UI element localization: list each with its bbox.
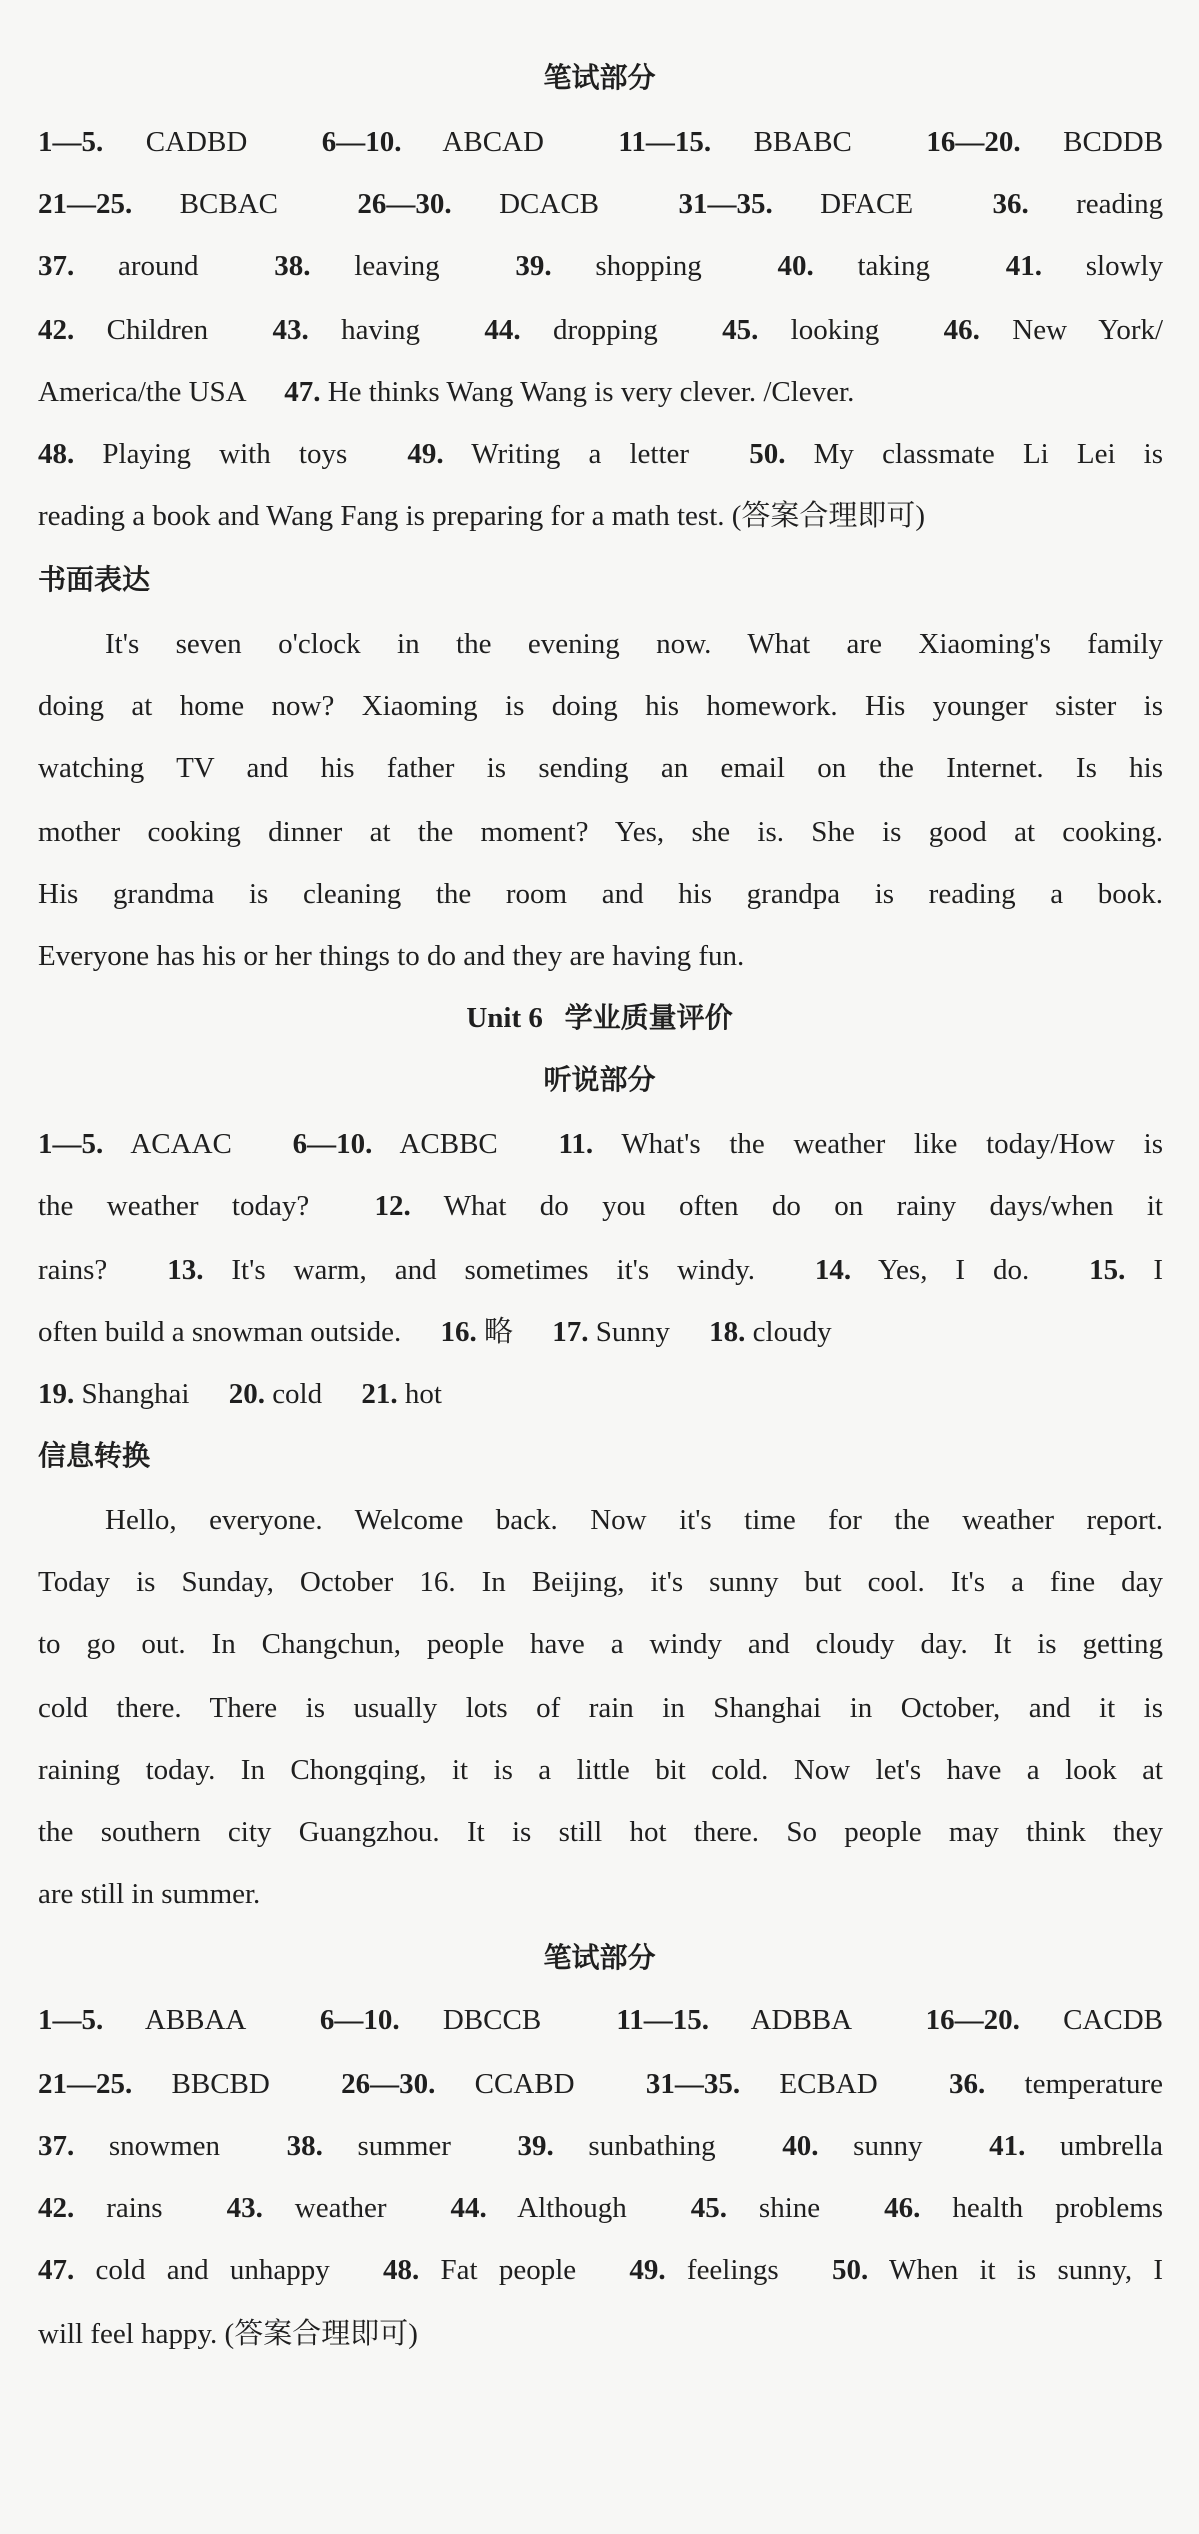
unit-label: Unit 6 <box>466 1002 543 1034</box>
question-number: 43. <box>272 314 309 346</box>
answer-row <box>38 434 1163 474</box>
answer-text: CCABD <box>474 2068 575 2100</box>
section-title-writing: 书面表达 <box>38 563 151 596</box>
question-number: 48. <box>382 2254 420 2286</box>
answer-text: weather <box>294 2192 387 2224</box>
question-number: 13. <box>167 1254 204 1286</box>
question-number: 18. <box>709 1316 746 1348</box>
answer-text: slowly <box>1085 250 1164 282</box>
question-number: 21—25. <box>38 2068 133 2100</box>
answer-row <box>38 2126 1163 2166</box>
answer-text: having <box>341 314 421 346</box>
essay-line: His grandma is cleaning the room and his grandpa is reading a book. <box>38 878 1163 910</box>
question-number: 37. <box>38 250 75 282</box>
question-number: 44. <box>450 2192 487 2224</box>
question-number: 36. <box>948 2068 986 2100</box>
question-number: 15. <box>1089 1254 1126 1286</box>
answer-text: Fat people <box>440 2254 577 2286</box>
unit-heading <box>0 998 1199 1038</box>
answer-text: 略 <box>484 1316 514 1348</box>
answer-text: My classmate Li Lei is <box>813 438 1164 470</box>
answer-text: cold <box>272 1378 323 1410</box>
question-number: 11—15. <box>618 126 712 158</box>
question-number: 26—30. <box>341 2068 436 2100</box>
answer-text: cold and unhappy <box>95 2254 330 2286</box>
answer-text: When it is sunny, I <box>888 2254 1164 2286</box>
answer-row <box>38 1186 1163 1226</box>
answer-text: ECBAD <box>779 2068 878 2100</box>
question-number: 49. <box>407 438 444 470</box>
question-number: 50. <box>831 2254 869 2286</box>
answer-text: summer <box>357 2130 451 2162</box>
answer-text: ABBAA <box>144 2004 245 2036</box>
section-title-listening: 听说部分 <box>543 1063 656 1096</box>
question-number: 45. <box>722 314 759 346</box>
question-number: 42. <box>38 2192 75 2224</box>
report-line: are still in summer. <box>38 1878 261 1910</box>
answer-text: the weather today? <box>38 1190 310 1222</box>
answer-text: BBCBD <box>171 2068 270 2100</box>
question-number: 46. <box>943 314 980 346</box>
answer-text: rains? <box>38 1254 108 1286</box>
answer-text: sunbathing <box>588 2130 716 2162</box>
question-number: 40. <box>777 250 814 282</box>
answer-row <box>38 2314 1163 2354</box>
answer-text: DBCCB <box>442 2004 542 2036</box>
question-number: 21. <box>361 1378 398 1410</box>
question-number: 37. <box>38 2130 75 2162</box>
answer-text: ADBBA <box>750 2004 851 2036</box>
question-number: 19. <box>38 1378 75 1410</box>
question-number: 16—20. <box>926 126 1021 158</box>
question-number: 36. <box>992 188 1029 220</box>
answer-row <box>38 2000 1163 2040</box>
answer-text: shine <box>758 2192 821 2224</box>
answer-text: BBABC <box>753 126 852 158</box>
answer-text: BCBAC <box>179 188 278 220</box>
report-line: Hello, everyone. Welcome back. Now it's time for the weather report. <box>105 1504 1163 1536</box>
answer-text: Yes, I do. <box>878 1254 1030 1286</box>
answer-text: What's the weather like today/How is <box>621 1128 1164 1160</box>
question-number: 49. <box>629 2254 666 2286</box>
question-number: 1—5. <box>38 2004 104 2036</box>
question-number: 11. <box>558 1128 594 1160</box>
answer-row <box>38 2250 1163 2290</box>
answer-text: umbrella <box>1059 2130 1163 2162</box>
answer-text: Playing with toys <box>102 438 348 470</box>
answer-text: sunny <box>853 2130 923 2162</box>
answer-row <box>38 184 1163 224</box>
answer-row <box>38 310 1163 350</box>
answer-text: feelings <box>686 2254 779 2286</box>
question-number: 44. <box>484 314 521 346</box>
answer-text: Sunny <box>595 1316 670 1348</box>
answer-text: Writing a letter <box>471 438 690 470</box>
answer-text: will feel happy. (答案合理即可) <box>38 2318 418 2350</box>
answer-row <box>38 496 1163 536</box>
answer-text: CACDB <box>1063 2004 1164 2036</box>
answer-text: DFACE <box>820 188 914 220</box>
answer-text: reading <box>1076 188 1164 220</box>
answer-row <box>38 1124 1163 1164</box>
question-number: 6—10. <box>321 126 402 158</box>
essay-line: watching TV and his father is sending an email on the Internet. Is his <box>38 752 1163 784</box>
question-number: 16—20. <box>925 2004 1020 2036</box>
answer-text: taking <box>857 250 930 282</box>
answer-row <box>38 1250 1163 1290</box>
answer-text: reading a book and Wang Fang is preparing for a math test. (答案合理即可) <box>38 500 926 532</box>
answer-text: temperature <box>1024 2068 1163 2100</box>
essay-line: It's seven o'clock in the evening now. What are Xiaoming's family <box>105 628 1163 660</box>
question-number: 6—10. <box>292 1128 373 1160</box>
report-line: the southern city Guangzhou. It is still hot there. So people may think they <box>38 1816 1163 1848</box>
question-number: 20. <box>228 1378 265 1410</box>
answer-text: He thinks Wang Wang is very clever. /Clever. <box>327 376 855 408</box>
report-line: to go out. In Changchun, people have a windy and cloudy day. It is getting <box>38 1628 1163 1660</box>
answer-text: dropping <box>552 314 658 346</box>
answer-text: hot <box>404 1378 442 1410</box>
answer-text: often build a snowman outside. <box>38 1316 402 1348</box>
answer-row <box>38 122 1163 162</box>
question-number: 38. <box>286 2130 323 2162</box>
question-number: 48. <box>38 438 75 470</box>
answer-text: ACAAC <box>130 1128 232 1160</box>
question-number: 1—5. <box>38 1128 104 1160</box>
question-number: 16. <box>440 1316 477 1348</box>
answer-text: CADBD <box>145 126 248 158</box>
question-number: 40. <box>782 2130 819 2162</box>
question-number: 21—25. <box>38 188 133 220</box>
answer-row <box>38 2188 1163 2228</box>
answer-text: snowmen <box>108 2130 221 2162</box>
answer-text: ABCAD <box>442 126 544 158</box>
question-number: 42. <box>38 314 75 346</box>
answer-row <box>38 1374 1163 1414</box>
answer-text: Children <box>106 314 209 346</box>
question-number: 31—35. <box>678 188 773 220</box>
question-number: 38. <box>274 250 311 282</box>
question-number: 11—15. <box>616 2004 709 2036</box>
question-number: 26—30. <box>357 188 452 220</box>
essay-line: Everyone has his or her things to do and they are having fun. <box>38 940 745 972</box>
answer-text: ACBBC <box>399 1128 498 1160</box>
answer-text: It's warm, and sometimes it's windy. <box>231 1254 755 1286</box>
question-number: 41. <box>989 2130 1026 2162</box>
answer-row <box>38 1312 1163 1352</box>
unit-title: 学业质量评价 <box>564 1001 733 1034</box>
essay-line: mother cooking dinner at the moment? Yes, she is. She is good at cooking. <box>38 816 1163 848</box>
question-number: 47. <box>284 376 321 408</box>
section-title-written-1: 笔试部分 <box>543 61 656 94</box>
answer-text: DCACB <box>499 188 600 220</box>
question-number: 43. <box>226 2192 263 2224</box>
answer-text: New York/ <box>1012 314 1164 346</box>
essay-line: doing at home now? Xiaoming is doing his homework. His younger sister is <box>38 690 1163 722</box>
answer-text: rains <box>106 2192 163 2224</box>
answer-text: cloudy <box>752 1316 832 1348</box>
question-number: 14. <box>814 1254 852 1286</box>
question-number: 6—10. <box>319 2004 400 2036</box>
answer-row <box>38 372 1163 412</box>
question-number: 12. <box>374 1190 411 1222</box>
answer-text: What do you often do on rainy days/when it <box>443 1190 1163 1222</box>
question-number: 41. <box>1005 250 1042 282</box>
answer-row <box>38 2064 1163 2104</box>
question-number: 17. <box>552 1316 589 1348</box>
answer-text: America/the USA <box>38 376 245 408</box>
question-number: 47. <box>38 2254 75 2286</box>
answer-text: BCDDB <box>1063 126 1164 158</box>
question-number: 39. <box>517 2130 554 2162</box>
answer-text: around <box>118 250 199 282</box>
report-line: raining today. In Chongqing, it is a little bit cold. Now let's have a look at <box>38 1754 1163 1786</box>
answer-text: health problems <box>952 2192 1164 2224</box>
report-line: cold there. There is usually lots of rain in Shanghai in October, and it is <box>38 1692 1163 1724</box>
answer-text: leaving <box>354 250 440 282</box>
section-title-written-2: 笔试部分 <box>543 1941 656 1974</box>
answer-text: shopping <box>595 250 702 282</box>
question-number: 39. <box>515 250 552 282</box>
answer-text: Although <box>517 2192 627 2224</box>
answer-text: I <box>1153 1254 1164 1286</box>
question-number: 45. <box>690 2192 727 2224</box>
answer-text: Shanghai <box>81 1378 190 1410</box>
answer-text: looking <box>790 314 880 346</box>
question-number: 1—5. <box>38 126 104 158</box>
section-title-info: 信息转换 <box>38 1439 151 1472</box>
answer-row <box>38 246 1163 286</box>
report-line: Today is Sunday, October 16. In Beijing, it's sunny but cool. It's a fine day <box>38 1566 1163 1598</box>
question-number: 46. <box>884 2192 921 2224</box>
question-number: 31—35. <box>645 2068 741 2100</box>
question-number: 50. <box>749 438 786 470</box>
